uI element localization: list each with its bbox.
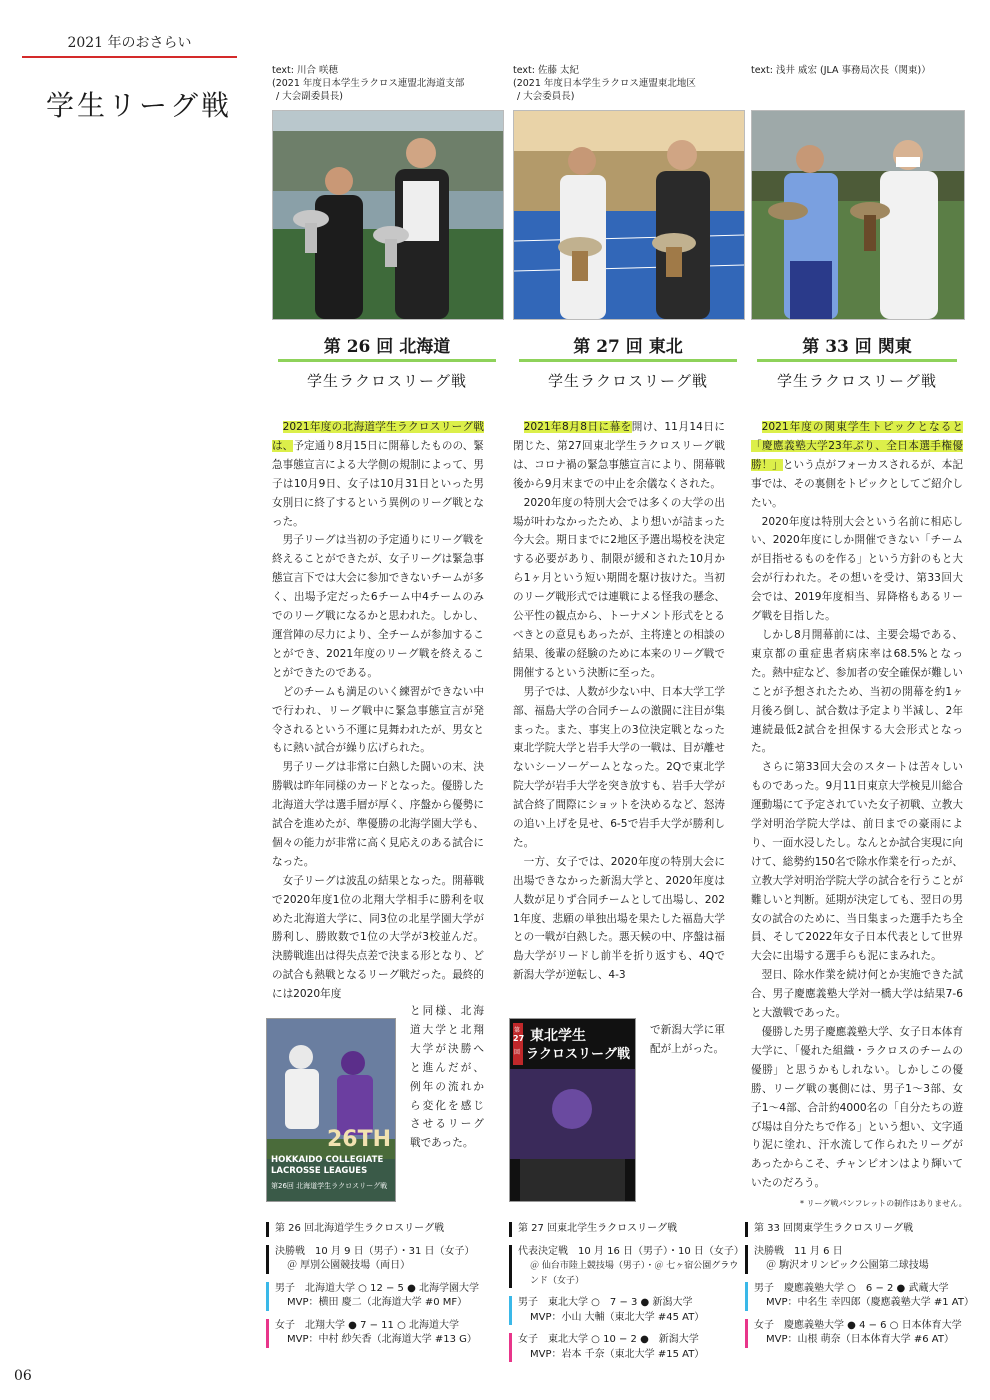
paragraph: 男子では、人数が少ない中、日本大学工学部、福島大学の合同チームの激闘に注目が集まった。また、事実上の3位決定戦となった東北学院大学と岩手大学の一戦は、目が離せないシーソーゲームとなった。2Qで東北学院大学が岩手大学を突き放すも、岩手大学が試合終了間際にショットを決めるなど、怒涛の追い上げを見せ、6-5で岩手大学が勝利した。 xyxy=(513,685,725,849)
credit-author: text: 浅井 威宏 (JLA 事務局次長（関東)） xyxy=(751,65,931,76)
final-info xyxy=(745,1245,981,1274)
pamphlet-number: 27 xyxy=(513,1034,525,1043)
page-number: 06 xyxy=(14,1368,32,1384)
highlight-lead: 2021年8月8日に幕を xyxy=(523,421,632,433)
womens-mvp: MVP：岩本 千奈（東北大学 #15 AT） xyxy=(530,1348,705,1360)
photo-tohoku-winners xyxy=(513,110,745,320)
womens-result xyxy=(745,1319,981,1348)
paragraph: 優勝した男子慶應義塾大学、女子日本体育大学に、「優れた組織・ラクロスのチームの優勝」と思うかもしれない。しかしこの優勝、リーグ戦の裏側には、男子1～3部、女子1～4部、合計約4000名の「自分たちの遊び場は自分たちで作る」という想い、文字通り泥に塗れ、汗水流して作られたリーグがあったからこそ、チャンピオンはより輝いていたのだろう。 xyxy=(751,1026,963,1190)
results-title: 第 26 回北海道学生ラクロスリーグ戦 xyxy=(266,1222,496,1237)
mens-score: 男子 東北大学 ○ 7 − 3 ● 新潟大学 xyxy=(518,1297,693,1308)
womens-score: 女子 北翔大学 ● 7 − 11 ○ 北海道大学 xyxy=(275,1319,459,1331)
league-subtitle: 学生ラクロスリーグ戦 xyxy=(306,372,467,390)
mens-mvp: MVP：小山 大輔（東北大学 #45 AT） xyxy=(530,1311,705,1323)
paragraph: さらに第33回大会のスタートは苦々しいものであった。9月11日東京大学検見川総合運動場にて予定されていた女子初戦、立教大学対明治学院大学は、前日までの豪雨により、一面水浸したし。なんとか試合実現に向けて、総勢約150名で除水作業を行ったが、立教大学対明治学院大学の試合を行うことが難しいと判断。延期が決定しても、翌日の男女の試合のために、当日集まった選手たち全員、そして2022年女子日本代表として世界大会に出場する選手らも泥にまみれた。 xyxy=(751,761,963,963)
womens-result xyxy=(509,1333,739,1362)
league-title: 第 26 回 北海道 xyxy=(323,337,451,357)
paragraph: 予定通り8月15日に開幕したものの、緊急事態宣言による大学側の規制によって、男子は10月9日、女子は10月31日といった男女別日に終了するという異例のリーグ戦となった。 xyxy=(272,439,485,528)
pamphlet-number: 26TH xyxy=(327,1127,392,1152)
results-title: 第 27 回東北学生ラクロスリーグ戦 xyxy=(509,1222,739,1237)
credit-author: text: 川合 咲穂 xyxy=(272,65,338,76)
mens-score: 男子 慶應義塾大学 ○ 6 − 2 ● 武蔵大学 xyxy=(754,1282,949,1294)
column-tohoku xyxy=(513,64,743,390)
mens-mvp: MVP：中名生 幸四郎（慶應義塾大学 #1 AT） xyxy=(766,1297,974,1308)
final-info xyxy=(509,1245,744,1289)
article-tohoku xyxy=(513,418,725,985)
mens-score: 男子 北海道大学 ○ 12 − 5 ● 北海学園大学 xyxy=(275,1282,479,1294)
paragraph: どのチームも満足のいく練習ができない中で行われ、リーグ戦中に緊急事態宣言が発令されるという不運に見舞われたが、男女ともに熱い試合が繰り広げられた。 xyxy=(272,685,484,755)
column-kanto xyxy=(751,64,963,390)
photo-hokkaido-winners xyxy=(272,110,504,320)
mens-result xyxy=(266,1282,496,1311)
womens-score: 女子 東北大学 ○ 10 − 2 ● 新潟大学 xyxy=(518,1334,699,1345)
pamphlet-kanji: 回 xyxy=(514,1049,521,1056)
footnote: * リーグ戦パンフレットの制作はありません。 xyxy=(800,1199,967,1208)
final-venue: ＠ 仙台市陸上競技場（男子）・＠ 七ヶ宿公園グラウンド（女子） xyxy=(530,1261,739,1286)
paragraph: 男子リーグは非常に白熱した闘いの末、決勝戦は昨年同様のカードとなった。優勝した北海道大学は選手層が厚く、序盤から優勢に試合を進めたが、準優勝の北海学園大学も、個々の能力が非常に高く見応えのある試合になった。 xyxy=(272,761,484,868)
pamphlet-hokkaido xyxy=(266,1018,396,1202)
mens-result xyxy=(509,1296,739,1325)
paragraph: という点がフォーカスされるが、本記事では、その裏側をトピックとしてご紹介したい。 xyxy=(751,458,963,509)
paragraph: 翌日、除水作業を続け何とか実施できた試合、男子慶應義塾大学対一橋大学は結果7-6と大激戦であった。 xyxy=(751,969,963,1020)
highlight-lead: 2021年度の北海道学生ラクロスリーグ戦は、 xyxy=(272,421,484,452)
paragraph: しかし8月開幕前には、主要会場である、東京都の重症患者病床率は68.5%となった。熱中症など、参加者の安全確保が難しいことが予想されたため、当初の開幕を約1ヶ月後ろ倒し、試合数は予定より半減し、2年連続最低2試合を担保する大会形式となった。 xyxy=(751,628,963,755)
pamphlet-line: LACROSSE LEAGUES xyxy=(271,1166,368,1176)
final-date: 決勝戦 11 月 6 日 xyxy=(754,1245,843,1257)
credit xyxy=(751,64,963,110)
league-title: 第 33 回 関東 xyxy=(802,337,912,357)
paragraph: 2020年度の特別大会では多くの大学の出場が叶わなかったため、より想いが詰まった今大会。期日までに2地区予選出場校を決定する必要があり、制限が緩和された10月から1ヶ月という短い期間を駆け抜けた。当初のリーグ戦形式では連戦による怪我の懸念、公平性の観点から、トーナメント形式をとるべきとの意見もあったが、主将達との相談の結果、後輩の経験のために本来のリーグ戦で開催するという決断に至った。 xyxy=(513,496,725,679)
credit-role: (2021 年度日本学生ラクロス連盟北海道支部 xyxy=(272,78,465,89)
column-hokkaido xyxy=(272,64,502,390)
credit-role: (2021 年度日本学生ラクロス連盟東北地区 xyxy=(513,78,696,89)
pamphlet-line: 第26回 北海道学生ラクロスリーグ戦 xyxy=(271,1182,388,1190)
results-kanto xyxy=(745,1222,981,1348)
paragraph: 2020年度は特別大会という名前に相応しい、2020年度にしか開催できない「チームが目指せるものを作る」という方針のもと大会が行われた。その想いを受け、第33回大会では、2019年度相当、昇降格もあるリーグ戦を目指した。 xyxy=(751,515,963,623)
final-venue: ＠ 厚別公園競技場（両日） xyxy=(287,1260,411,1271)
pamphlet-line: HOKKAIDO COLLEGIATE xyxy=(271,1155,384,1165)
league-subtitle: 学生ラクロスリーグ戦 xyxy=(547,372,708,390)
green-divider xyxy=(519,359,737,362)
mens-result xyxy=(745,1282,981,1311)
credit xyxy=(513,64,743,110)
article-hokkaido-tail xyxy=(410,1002,484,1153)
final-date: 代表決定戦 10 月 16 日（男子）・10 日（女子） xyxy=(518,1245,744,1257)
final-venue: ＠ 駒沢オリンピック公園第二球技場 xyxy=(766,1260,929,1271)
mens-mvp: MVP：横田 慶二（北海道大学 #0 MF） xyxy=(287,1297,468,1308)
league-title: 第 27 回 東北 xyxy=(573,337,683,357)
article-kanto xyxy=(751,418,963,1193)
article-hokkaido xyxy=(272,418,484,1004)
highlight-lead: 2021年度の関東学生トピックとなると「慶應義塾大学23年ぶり、全日本選手権優勝！」 xyxy=(751,421,963,471)
womens-mvp: MVP：山根 萌奈（日本体育大学 #6 AT） xyxy=(766,1334,954,1345)
results-hokkaido xyxy=(266,1222,496,1348)
league-subtitle: 学生ラクロスリーグ戦 xyxy=(776,372,937,390)
credit xyxy=(272,64,502,110)
pamphlet-title: 東北学生 xyxy=(530,1028,586,1044)
pamphlet-tohoku xyxy=(509,1018,636,1202)
article-tohoku-tail xyxy=(650,1021,725,1059)
credit-author: text: 佐藤 太紀 xyxy=(513,65,579,76)
paragraph: 一方、女子では、2020年度の特別大会に出場できなかった新潟大学と、2020年度は人数が足りず合同チームとして出場し、2021年度、悲願の単独出場を果たした福島大学との一戦が白熱した。悪天候の中、序盤は福島大学がリードし前半を折り返すも、4Qで新潟大学が逆転し、4-3 xyxy=(513,855,725,982)
page-title: 学生リーグ戦 xyxy=(46,89,233,122)
paragraph-tail: と同様、北海道大学と北翔大学が決勝へと進んだが、例年の流れから変化を感じさせるリーグ戦であった。 xyxy=(410,1005,484,1150)
final-date: 決勝戦 10 月 9 日（男子）・31 日（女子） xyxy=(275,1245,475,1257)
paragraph: 男子リーグは当初の予定通りにリーグ戦を終えることができたが、女子リーグは緊急事態宣言下では大会に参加できないチームが多く、出場予定だった6チーム中4チームのみでのリーグ戦になるかと思われた。しかし、運営陣の尽力により、全チームが参加することができ、2021年度のリーグ戦を終えることができたのである。 xyxy=(272,534,484,679)
green-divider xyxy=(278,359,496,362)
paragraph: 女子リーグは波乱の結果となった。開幕戦で2020年度1位の北翔大学相手に勝利を収めた北海道大学に、同3位の北星学園大学が勝利し、勝敗数で1位の大学が3校並んだ。決勝戦進出は得失点差で決まる形となり、どの試合も熱戦となるリーグ戦だった。最終的には2020年度 xyxy=(272,874,484,1001)
paragraph-tail: で新潟大学に軍配が上がった。 xyxy=(650,1024,725,1055)
paragraph: 開け、11月14日に閉じた、第27回東北学生ラクロスリーグ戦は、コロナ禍の緊急事態宣言により、開幕戦後から9月末までの中止を余儀なくされた。 xyxy=(513,421,725,490)
womens-mvp: MVP：中村 紗矢香（北海道大学 #13 G） xyxy=(287,1334,477,1345)
final-info xyxy=(266,1245,496,1274)
credit-role-2: / 大会委員長) xyxy=(517,91,575,102)
pamphlet-title: ラクロスリーグ戦 xyxy=(526,1047,631,1062)
credit-role-2: / 大会副委員長) xyxy=(276,91,343,102)
pamphlet-kanji: 第 xyxy=(514,1027,521,1034)
results-tohoku xyxy=(509,1222,744,1362)
results-title: 第 33 回関東学生ラクロスリーグ戦 xyxy=(745,1222,981,1237)
womens-score: 女子 慶應義塾大学 ● 4 − 6 ○ 日本体育大学 xyxy=(754,1319,962,1331)
section-tag: 2021 年のおさらい xyxy=(22,32,237,58)
photo-kanto-winners xyxy=(751,110,965,320)
womens-result xyxy=(266,1319,496,1348)
green-divider xyxy=(757,359,957,362)
